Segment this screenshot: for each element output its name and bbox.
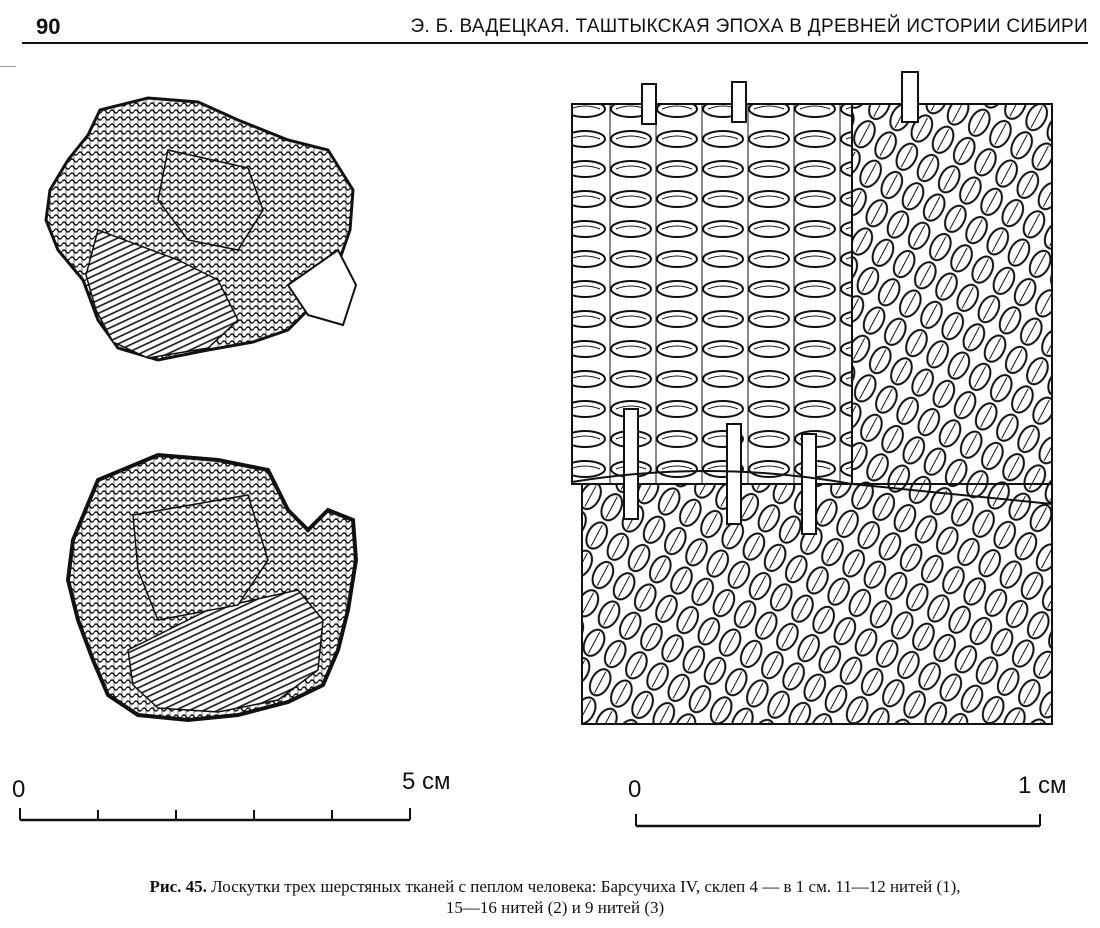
figure-caption xyxy=(40,876,1070,918)
caption-text-line2: 15—16 нитей (2) и 9 нитей (3) xyxy=(445,898,665,917)
figure-label: Рис. 45. xyxy=(149,877,207,896)
page-header xyxy=(22,8,1088,44)
textile-fragment-2-drawing xyxy=(38,440,368,730)
caption-text: Лоскутки трех шерстяных тканей с пеплом человека: Барсучиха IV, склеп 4 — в 1 см. 11—12 нитей (1), xyxy=(211,877,961,896)
scale-bar-1cm xyxy=(630,806,1050,836)
textile-weave-enlarged-drawing xyxy=(562,64,1064,736)
scale-right-end-label: 1 см xyxy=(1018,772,1067,799)
scale-left-start-label: 0 xyxy=(12,776,26,803)
scale-left-end-label: 5 см xyxy=(402,768,451,795)
scale-bar-5cm xyxy=(18,800,418,830)
scale-right-start-label: 0 xyxy=(628,776,642,803)
page-number: 90 xyxy=(36,14,61,39)
margin-rule xyxy=(0,66,16,67)
running-title: Э. Б. ВАДЕЦКАЯ. ТАШТЫКСКАЯ ЭПОХА В ДРЕВНЕЙ ИСТОРИИ СИБИРИ xyxy=(410,16,1088,37)
textile-fragment-1-drawing xyxy=(38,80,368,375)
